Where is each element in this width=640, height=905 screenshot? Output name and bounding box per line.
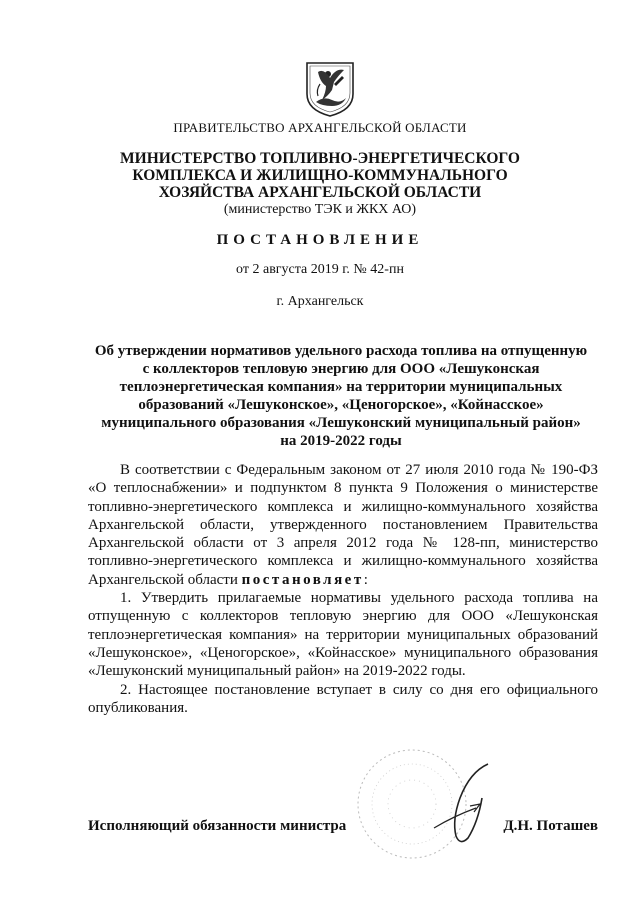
resolves-word: постановляет: [241, 571, 364, 588]
signatory-name: Д.Н. Поташев: [503, 818, 598, 834]
document-type: ПОСТАНОВЛЕНИЕ: [216, 232, 424, 248]
document-subject: [80, 342, 602, 450]
government-name: ПРАВИТЕЛЬСТВО АРХАНГЕЛЬСКОЙ ОБЛАСТИ: [173, 120, 467, 135]
subject-line: Об утверждении нормативов удельного расхода топлива на отпущенную: [94, 343, 588, 359]
ministry-name-line: МИНИСТЕРСТВО ТОПЛИВНО-ЭНЕРГЕТИЧЕСКОГО: [120, 150, 520, 167]
ministry-name-line: КОМПЛЕКСА И ЖИЛИЩНО-КОММУНАЛЬНОГО: [132, 167, 508, 184]
subject-line: муниципального образования «Лешуконский муниципальный район»: [101, 415, 581, 431]
ministry-name-line: ХОЗЯЙСТВА АРХАНГЕЛЬСКОЙ ОБЛАСТИ: [158, 184, 482, 201]
document-city: г. Архангельск: [276, 294, 364, 309]
ministry-name: [0, 150, 640, 201]
arkhangelsk-coat-of-arms-icon: [304, 60, 356, 118]
document-date-number: от 2 августа 2019 г. № 42-пн: [236, 262, 404, 277]
subject-line: образований «Лешуконское», «Ценогорское», «Койнасское»: [138, 397, 544, 413]
signatory-position: Исполняющий обязанности министра: [88, 818, 347, 834]
handwritten-signature: [430, 758, 510, 858]
item-2-paragraph: 2. Настоящее постановление вступает в силу со дня его официального опубликования.: [88, 681, 598, 716]
subject-line: на 2019-2022 годы: [280, 433, 402, 449]
item-1-paragraph: 1. Утвердить прилагаемые нормативы удельного расхода топлива на отпущенную с коллекторов тепловую энергию для ООО «Лешуконская теплоэнергетическая компания» на территории муниципальных образований «Лешуконское», «Ценогорское», «Койнасское» муниципального образования «Лешуконский муниципальный район» на 2019-2022 годы.: [88, 590, 598, 680]
ministry-abbreviation: (министерство ТЭК и ЖКХ АО): [223, 202, 417, 217]
subject-line: теплоэнергетическая компания» на территории муниципальных: [119, 379, 563, 395]
subject-line: с коллекторов тепловую энергию для ООО «Лешуконская: [142, 361, 540, 377]
document-body: [88, 461, 598, 717]
preamble-text: В соответствии с Федеральным законом от 27 июля 2010 года № 190-ФЗ «О теплоснабжении» и подпунктом 8 пункта 9 Положения о министерстве топливно-энергетического комплекса и жилищно-коммунального хозяйства Архангельской области, утвержденного постановлением Правительства Архангельской области от 3 апреля 2012 года № 128-пп, министерство топливно-энергетического комплекса и жилищно-коммунального хозяйства Архангельской области: [88, 462, 598, 588]
preamble-paragraph: В соответствии с Федеральным законом от 27 июля 2010 года № 190-ФЗ «О теплоснабжении» и подпунктом 8 пункта 9 Положения о министерстве топливно-энергетического комплекса и жилищно-коммунального хозяйства Архангельской области, утвержденного постановлением Правительства Архангельской области от 3 апреля 2012 года № 128-пп, министерство топливно-энергетического комплекса и жилищно-коммунального хозяйства Архангельской области постановляет:: [88, 462, 598, 588]
